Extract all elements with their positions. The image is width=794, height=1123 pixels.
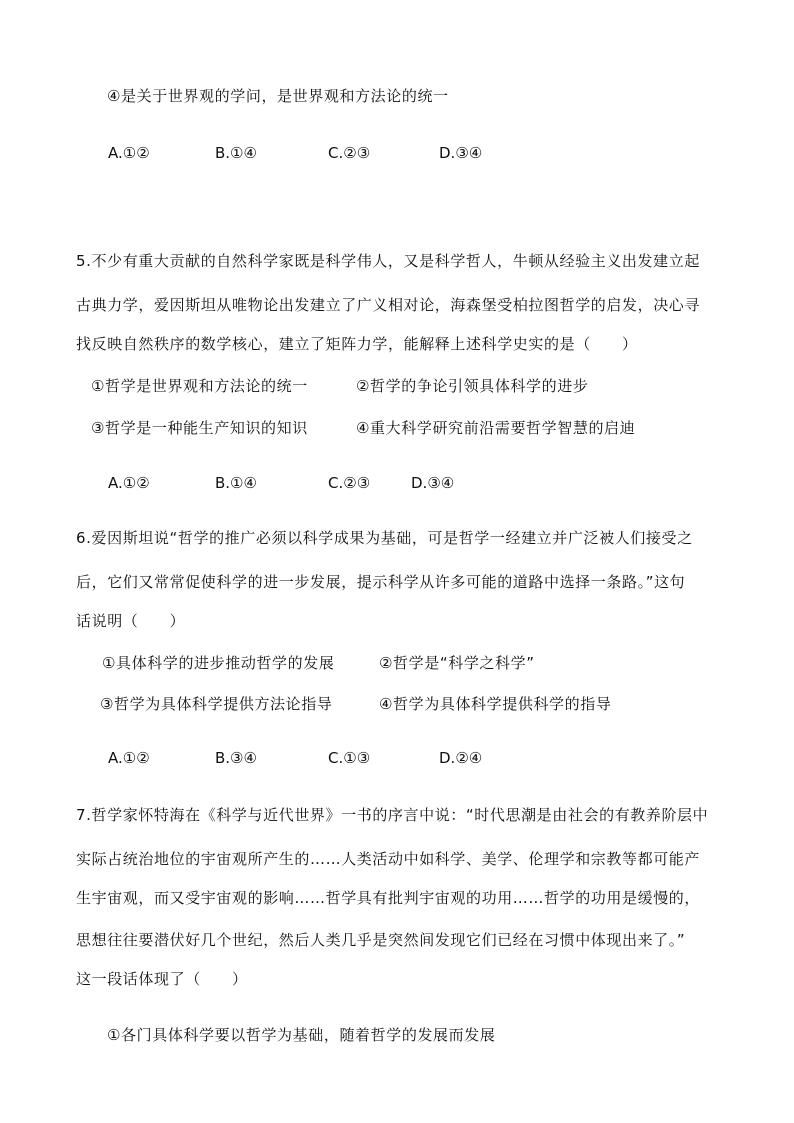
q4-option-d[interactable]: D.③④ <box>439 144 483 162</box>
q6-option-d[interactable]: D.②④ <box>439 749 483 767</box>
q5-option-c[interactable]: C.②③ <box>328 474 371 492</box>
q5-statement-3: ③哲学是一种能生产知识的知识 <box>91 419 308 437</box>
q5-stem-line-3: 找反映自然秩序的数学核心，建立了矩阵力学，能解释上述科学史实的是（ ） <box>76 335 638 353</box>
q6-stem-line-3: 话说明（ ） <box>76 612 186 630</box>
q7-stem-line-5: 这一段话体现了（ ） <box>76 970 248 988</box>
q6-statement-1: ①具体科学的进步推动哲学的发展 <box>102 654 335 672</box>
q6-statement-3: ③哲学为具体科学提供方法论指导 <box>100 695 333 713</box>
q6-option-c[interactable]: C.①③ <box>328 749 371 767</box>
q5-statement-2: ②哲学的争论引领具体科学的进步 <box>356 377 589 395</box>
q4-option-c[interactable]: C.②③ <box>328 144 371 162</box>
q6-option-b[interactable]: B.③④ <box>215 749 257 767</box>
q5-option-d[interactable]: D.③④ <box>411 474 455 492</box>
q6-option-a[interactable]: A.①② <box>108 749 150 767</box>
q4-option-a[interactable]: A.①② <box>108 144 150 162</box>
q5-option-b[interactable]: B.①④ <box>215 474 257 492</box>
q6-stem-line-1: 6.爱因斯坦说“哲学的推广必须以科学成果为基础，可是哲学一经建立并广泛被人们接受之 <box>76 529 693 547</box>
q5-stem-line-2: 古典力学，爱因斯坦从唯物论出发建立了广义相对论，海森堡受柏拉图哲学的启发，决心寻 <box>76 296 701 314</box>
q7-statement-1: ①各门具体科学要以哲学为基础，随着哲学的发展而发展 <box>107 1026 496 1044</box>
q6-statement-4: ④哲学为具体科学提供科学的指导 <box>379 695 612 713</box>
q4-option-b[interactable]: B.①④ <box>215 144 257 162</box>
q7-stem-line-4: 思想往往要潜伏好几个世纪，然后人类几乎是突然间发现它们已经在习惯中体现出来了。” <box>76 931 686 949</box>
q5-option-a[interactable]: A.①② <box>108 474 150 492</box>
q7-stem-line-2: 实际占统治地位的宇宙观所产生的……人类活动中如科学、美学、伦理学和宗教等都可能产 <box>76 850 701 868</box>
q7-stem-line-1: 7.哲学家怀特海在《科学与近代世界》一书的序言中说：“时代思潮是由社会的有教养阶层中 <box>76 806 709 824</box>
q6-stem-line-2: 后，它们又常常促使科学的进一步发展，提示科学从许多可能的道路中选择一条路。”这句 <box>76 573 686 591</box>
q4-statement-4: ④是关于世界观的学问，是世界观和方法论的统一 <box>107 87 449 105</box>
q5-statement-1: ①哲学是世界观和方法论的统一 <box>91 377 308 395</box>
q7-stem-line-3: 生宇宙观，而又受宇宙观的影响……哲学具有批判宇宙观的功用……哲学的功用是缓慢的， <box>76 889 701 907</box>
q5-stem-line-1: 5.不少有重大贡献的自然科学家既是科学伟人，又是科学哲人，牛顿从经验主义出发建立起 <box>76 252 700 270</box>
q5-statement-4: ④重大科学研究前沿需要哲学智慧的启迪 <box>356 419 636 437</box>
q6-statement-2: ②哲学是“科学之科学” <box>379 654 535 672</box>
